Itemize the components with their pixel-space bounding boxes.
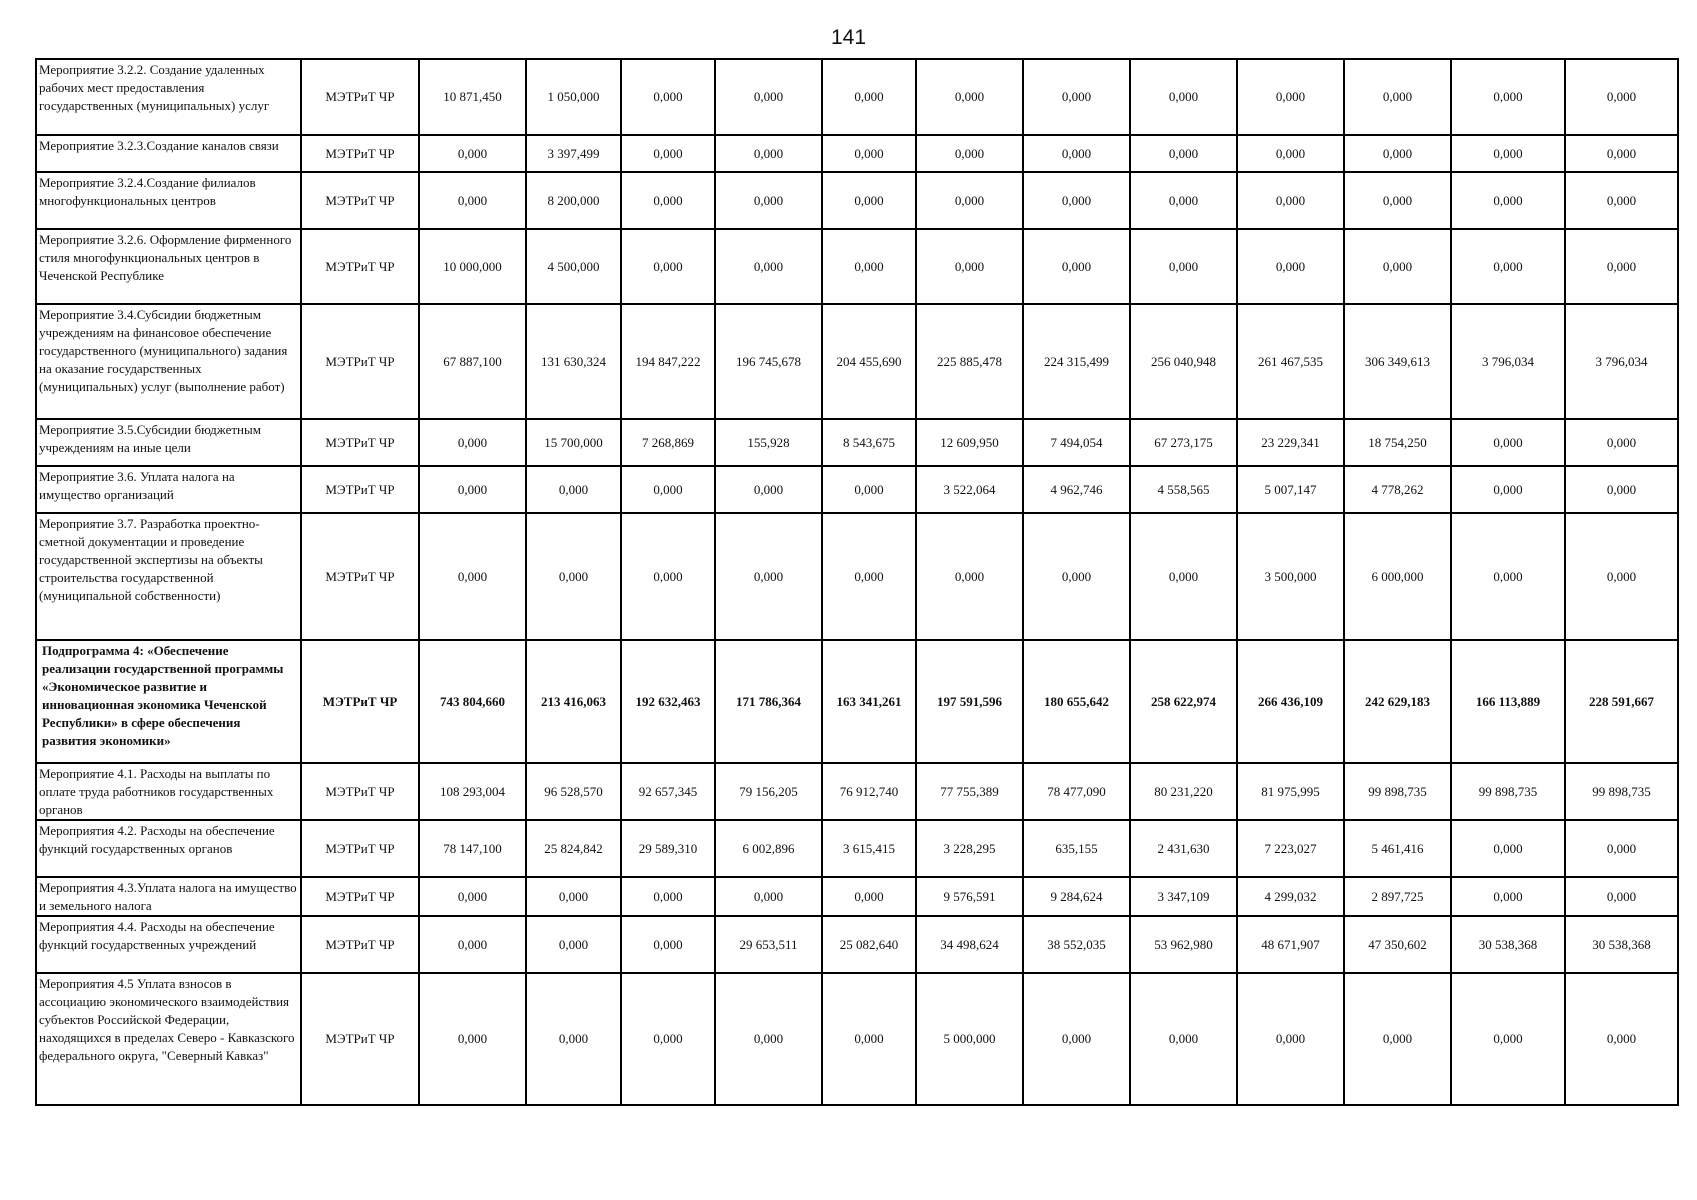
- amount-cell: 192 632,463: [621, 640, 715, 763]
- amount-cell: 30 538,368: [1565, 916, 1678, 973]
- amount-cell: 258 622,974: [1130, 640, 1237, 763]
- amount-cell: 0,000: [621, 973, 715, 1105]
- amount-cell: 0,000: [1565, 466, 1678, 513]
- amount-cell: 0,000: [916, 229, 1023, 304]
- amount-cell: 0,000: [1451, 820, 1565, 877]
- amount-cell: 0,000: [715, 172, 822, 229]
- amount-cell: 0,000: [621, 466, 715, 513]
- amount-cell: 67 887,100: [419, 304, 526, 419]
- activity-name-cell: Мероприятие 3.6. Уплата налога на имущество организаций: [36, 466, 301, 513]
- amount-cell: 0,000: [715, 466, 822, 513]
- amount-cell: 194 847,222: [621, 304, 715, 419]
- amount-cell: 0,000: [822, 59, 916, 135]
- amount-cell: 0,000: [916, 513, 1023, 640]
- amount-cell: 0,000: [1130, 513, 1237, 640]
- amount-cell: 0,000: [822, 466, 916, 513]
- amount-cell: 0,000: [1023, 229, 1130, 304]
- amount-cell: 0,000: [1023, 172, 1130, 229]
- amount-cell: 4 500,000: [526, 229, 621, 304]
- amount-cell: 78 477,090: [1023, 763, 1130, 820]
- amount-cell: 0,000: [822, 229, 916, 304]
- executor-cell: МЭТРиТ ЧР: [301, 304, 419, 419]
- amount-cell: 0,000: [1237, 172, 1344, 229]
- amount-cell: 0,000: [1237, 229, 1344, 304]
- amount-cell: 180 655,642: [1023, 640, 1130, 763]
- amount-cell: 0,000: [526, 466, 621, 513]
- amount-cell: 0,000: [1451, 877, 1565, 916]
- amount-cell: 0,000: [526, 877, 621, 916]
- amount-cell: 34 498,624: [916, 916, 1023, 973]
- amount-cell: 1 050,000: [526, 59, 621, 135]
- amount-cell: 0,000: [1344, 172, 1451, 229]
- amount-cell: 0,000: [1451, 513, 1565, 640]
- amount-cell: 48 671,907: [1237, 916, 1344, 973]
- amount-cell: 6 002,896: [715, 820, 822, 877]
- amount-cell: 0,000: [526, 513, 621, 640]
- activity-name-cell: Мероприятие 3.5.Субсидии бюджетным учреждениям на иные цели: [36, 419, 301, 466]
- activity-name-cell: Мероприятие 3.7. Разработка проектно-сметной документации и проведение государственной экспертизы на объекты строительства государственной (муниципальной собственности): [36, 513, 301, 640]
- amount-cell: 4 558,565: [1130, 466, 1237, 513]
- amount-cell: 0,000: [419, 973, 526, 1105]
- amount-cell: 0,000: [1023, 135, 1130, 172]
- amount-cell: 8 200,000: [526, 172, 621, 229]
- amount-cell: 8 543,675: [822, 419, 916, 466]
- table-row: [36, 973, 1678, 1105]
- amount-cell: 0,000: [715, 229, 822, 304]
- amount-cell: 166 113,889: [1451, 640, 1565, 763]
- amount-cell: 0,000: [1451, 172, 1565, 229]
- amount-cell: 0,000: [916, 59, 1023, 135]
- executor-cell: МЭТРиТ ЧР: [301, 135, 419, 172]
- amount-cell: 3 796,034: [1565, 304, 1678, 419]
- amount-cell: 67 273,175: [1130, 419, 1237, 466]
- amount-cell: 0,000: [1565, 820, 1678, 877]
- amount-cell: 3 522,064: [916, 466, 1023, 513]
- activity-name-cell: Мероприятие 3.2.6. Оформление фирменного стиля многофункциональных центров в Чеченской Республике: [36, 229, 301, 304]
- amount-cell: 53 962,980: [1130, 916, 1237, 973]
- amount-cell: 0,000: [1451, 59, 1565, 135]
- amount-cell: 0,000: [1565, 229, 1678, 304]
- executor-cell: МЭТРиТ ЧР: [301, 59, 419, 135]
- amount-cell: 3 615,415: [822, 820, 916, 877]
- amount-cell: 0,000: [1130, 59, 1237, 135]
- amount-cell: 197 591,596: [916, 640, 1023, 763]
- amount-cell: 171 786,364: [715, 640, 822, 763]
- amount-cell: 99 898,735: [1344, 763, 1451, 820]
- executor-cell: МЭТРиТ ЧР: [301, 820, 419, 877]
- amount-cell: 635,155: [1023, 820, 1130, 877]
- amount-cell: 0,000: [822, 513, 916, 640]
- executor-cell: МЭТРиТ ЧР: [301, 419, 419, 466]
- amount-cell: 29 589,310: [621, 820, 715, 877]
- amount-cell: 228 591,667: [1565, 640, 1678, 763]
- amount-cell: 0,000: [419, 877, 526, 916]
- amount-cell: 0,000: [1451, 973, 1565, 1105]
- amount-cell: 0,000: [715, 59, 822, 135]
- amount-cell: 0,000: [419, 419, 526, 466]
- amount-cell: 0,000: [916, 135, 1023, 172]
- amount-cell: 3 228,295: [916, 820, 1023, 877]
- table-row: [36, 172, 1678, 229]
- amount-cell: 0,000: [419, 466, 526, 513]
- amount-cell: 78 147,100: [419, 820, 526, 877]
- amount-cell: 47 350,602: [1344, 916, 1451, 973]
- amount-cell: 131 630,324: [526, 304, 621, 419]
- amount-cell: 0,000: [621, 877, 715, 916]
- amount-cell: 12 609,950: [916, 419, 1023, 466]
- amount-cell: 3 500,000: [1237, 513, 1344, 640]
- amount-cell: 3 397,499: [526, 135, 621, 172]
- amount-cell: 3 796,034: [1451, 304, 1565, 419]
- amount-cell: 96 528,570: [526, 763, 621, 820]
- amount-cell: 30 538,368: [1451, 916, 1565, 973]
- amount-cell: 0,000: [822, 172, 916, 229]
- table-row: [36, 466, 1678, 513]
- amount-cell: 0,000: [1344, 229, 1451, 304]
- amount-cell: 81 975,995: [1237, 763, 1344, 820]
- table-row: [36, 229, 1678, 304]
- amount-cell: 0,000: [419, 135, 526, 172]
- amount-cell: 0,000: [1451, 466, 1565, 513]
- amount-cell: 0,000: [621, 59, 715, 135]
- amount-cell: 10 871,450: [419, 59, 526, 135]
- amount-cell: 0,000: [1451, 229, 1565, 304]
- executor-cell: МЭТРиТ ЧР: [301, 172, 419, 229]
- amount-cell: 0,000: [419, 172, 526, 229]
- amount-cell: 0,000: [1023, 973, 1130, 1105]
- amount-cell: 266 436,109: [1237, 640, 1344, 763]
- amount-cell: 0,000: [1565, 59, 1678, 135]
- table-row: [36, 820, 1678, 877]
- amount-cell: 0,000: [1023, 59, 1130, 135]
- executor-cell: МЭТРиТ ЧР: [301, 916, 419, 973]
- amount-cell: 10 000,000: [419, 229, 526, 304]
- amount-cell: 0,000: [1344, 135, 1451, 172]
- activity-name-cell: Мероприятия 4.3.Уплата налога на имущество и земельного налога: [36, 877, 301, 916]
- activity-name-cell: Подпрограмма 4: «Обеспечение реализации государственной программы «Экономическое развитие и инновационная экономика Чеченской Республики» в сфере обеспечения развития экономики»: [36, 640, 301, 763]
- amount-cell: 0,000: [715, 973, 822, 1105]
- amount-cell: 0,000: [715, 513, 822, 640]
- amount-cell: 0,000: [1565, 513, 1678, 640]
- page-number: 141: [830, 26, 867, 49]
- table-row: [36, 877, 1678, 916]
- executor-cell: МЭТРиТ ЧР: [301, 640, 419, 763]
- amount-cell: 0,000: [715, 135, 822, 172]
- amount-cell: 0,000: [822, 135, 916, 172]
- amount-cell: 204 455,690: [822, 304, 916, 419]
- activity-name-cell: Мероприятие 3.2.3.Создание каналов связи: [36, 135, 301, 172]
- activity-name-cell: Мероприятия 4.5 Уплата взносов в ассоциацию экономического взаимодействия субъектов Российской Федерации, находящихся в пределах Северо - Кавказского федерального округа, "Северный Кавказ": [36, 973, 301, 1105]
- amount-cell: 0,000: [1451, 419, 1565, 466]
- amount-cell: 3 347,109: [1130, 877, 1237, 916]
- amount-cell: 0,000: [1237, 59, 1344, 135]
- table-row: [36, 763, 1678, 820]
- amount-cell: 225 885,478: [916, 304, 1023, 419]
- amount-cell: 0,000: [1565, 135, 1678, 172]
- amount-cell: 99 898,735: [1451, 763, 1565, 820]
- amount-cell: 224 315,499: [1023, 304, 1130, 419]
- amount-cell: 7 223,027: [1237, 820, 1344, 877]
- amount-cell: 25 824,842: [526, 820, 621, 877]
- amount-cell: 5 000,000: [916, 973, 1023, 1105]
- table-row: [36, 640, 1678, 763]
- amount-cell: 5 461,416: [1344, 820, 1451, 877]
- activity-name-cell: Мероприятие 4.1. Расходы на выплаты по оплате труда работников государственных органов: [36, 763, 301, 820]
- executor-cell: МЭТРиТ ЧР: [301, 973, 419, 1105]
- amount-cell: 108 293,004: [419, 763, 526, 820]
- amount-cell: 99 898,735: [1565, 763, 1678, 820]
- table-row: [36, 916, 1678, 973]
- amount-cell: 77 755,389: [916, 763, 1023, 820]
- amount-cell: 0,000: [916, 172, 1023, 229]
- amount-cell: 80 231,220: [1130, 763, 1237, 820]
- activity-name-cell: Мероприятия 4.4. Расходы на обеспечение функций государственных учреждений: [36, 916, 301, 973]
- amount-cell: 7 268,869: [621, 419, 715, 466]
- amount-cell: 0,000: [1130, 973, 1237, 1105]
- amount-cell: 0,000: [1023, 513, 1130, 640]
- amount-cell: 0,000: [621, 916, 715, 973]
- activity-name-cell: Мероприятия 4.2. Расходы на обеспечение функций государственных органов: [36, 820, 301, 877]
- amount-cell: 76 912,740: [822, 763, 916, 820]
- activity-name-cell: Мероприятие 3.2.4.Создание филиалов многофункциональных центров: [36, 172, 301, 229]
- amount-cell: 4 962,746: [1023, 466, 1130, 513]
- amount-cell: 2 431,630: [1130, 820, 1237, 877]
- table-row: [36, 513, 1678, 640]
- amount-cell: 0,000: [1565, 877, 1678, 916]
- table-row: [36, 59, 1678, 135]
- amount-cell: 0,000: [1565, 172, 1678, 229]
- table-row: [36, 135, 1678, 172]
- amount-cell: 242 629,183: [1344, 640, 1451, 763]
- executor-cell: МЭТРиТ ЧР: [301, 229, 419, 304]
- executor-cell: МЭТРиТ ЧР: [301, 763, 419, 820]
- amount-cell: 0,000: [621, 172, 715, 229]
- amount-cell: 0,000: [621, 135, 715, 172]
- executor-cell: МЭТРиТ ЧР: [301, 466, 419, 513]
- amount-cell: 4 299,032: [1237, 877, 1344, 916]
- amount-cell: 2 897,725: [1344, 877, 1451, 916]
- amount-cell: 0,000: [526, 973, 621, 1105]
- amount-cell: 79 156,205: [715, 763, 822, 820]
- amount-cell: 9 284,624: [1023, 877, 1130, 916]
- amount-cell: 18 754,250: [1344, 419, 1451, 466]
- executor-cell: МЭТРиТ ЧР: [301, 877, 419, 916]
- activity-name-cell: Мероприятие 3.2.2. Создание удаленных рабочих мест предоставления государственных (муниципальных) услуг: [36, 59, 301, 135]
- amount-cell: 0,000: [1344, 973, 1451, 1105]
- amount-cell: 0,000: [1130, 229, 1237, 304]
- amount-cell: 4 778,262: [1344, 466, 1451, 513]
- amount-cell: 0,000: [822, 973, 916, 1105]
- activity-name-cell: Мероприятие 3.4.Субсидии бюджетным учреждениям на финансовое обеспечение государственного (муниципального) задания на оказание государственных (муниципальных) услуг (выполнение работ): [36, 304, 301, 419]
- amount-cell: 0,000: [1565, 419, 1678, 466]
- amount-cell: 5 007,147: [1237, 466, 1344, 513]
- amount-cell: 155,928: [715, 419, 822, 466]
- amount-cell: 25 082,640: [822, 916, 916, 973]
- amount-cell: 0,000: [621, 229, 715, 304]
- amount-cell: 0,000: [1237, 973, 1344, 1105]
- amount-cell: 9 576,591: [916, 877, 1023, 916]
- amount-cell: 163 341,261: [822, 640, 916, 763]
- amount-cell: 743 804,660: [419, 640, 526, 763]
- amount-cell: 0,000: [419, 513, 526, 640]
- amount-cell: 0,000: [1565, 973, 1678, 1105]
- amount-cell: 23 229,341: [1237, 419, 1344, 466]
- amount-cell: 92 657,345: [621, 763, 715, 820]
- amount-cell: 0,000: [715, 877, 822, 916]
- amount-cell: 0,000: [1451, 135, 1565, 172]
- amount-cell: 261 467,535: [1237, 304, 1344, 419]
- amount-cell: 0,000: [1130, 172, 1237, 229]
- amount-cell: 29 653,511: [715, 916, 822, 973]
- amount-cell: 306 349,613: [1344, 304, 1451, 419]
- amount-cell: 0,000: [822, 877, 916, 916]
- table-row: [36, 304, 1678, 419]
- amount-cell: 6 000,000: [1344, 513, 1451, 640]
- amount-cell: 256 040,948: [1130, 304, 1237, 419]
- table-row: [36, 419, 1678, 466]
- budget-table: [35, 58, 1679, 1106]
- amount-cell: 0,000: [621, 513, 715, 640]
- amount-cell: 15 700,000: [526, 419, 621, 466]
- amount-cell: 7 494,054: [1023, 419, 1130, 466]
- amount-cell: 38 552,035: [1023, 916, 1130, 973]
- amount-cell: 0,000: [1130, 135, 1237, 172]
- amount-cell: 0,000: [526, 916, 621, 973]
- amount-cell: 0,000: [419, 916, 526, 973]
- amount-cell: 213 416,063: [526, 640, 621, 763]
- executor-cell: МЭТРиТ ЧР: [301, 513, 419, 640]
- amount-cell: 0,000: [1344, 59, 1451, 135]
- amount-cell: 196 745,678: [715, 304, 822, 419]
- amount-cell: 0,000: [1237, 135, 1344, 172]
